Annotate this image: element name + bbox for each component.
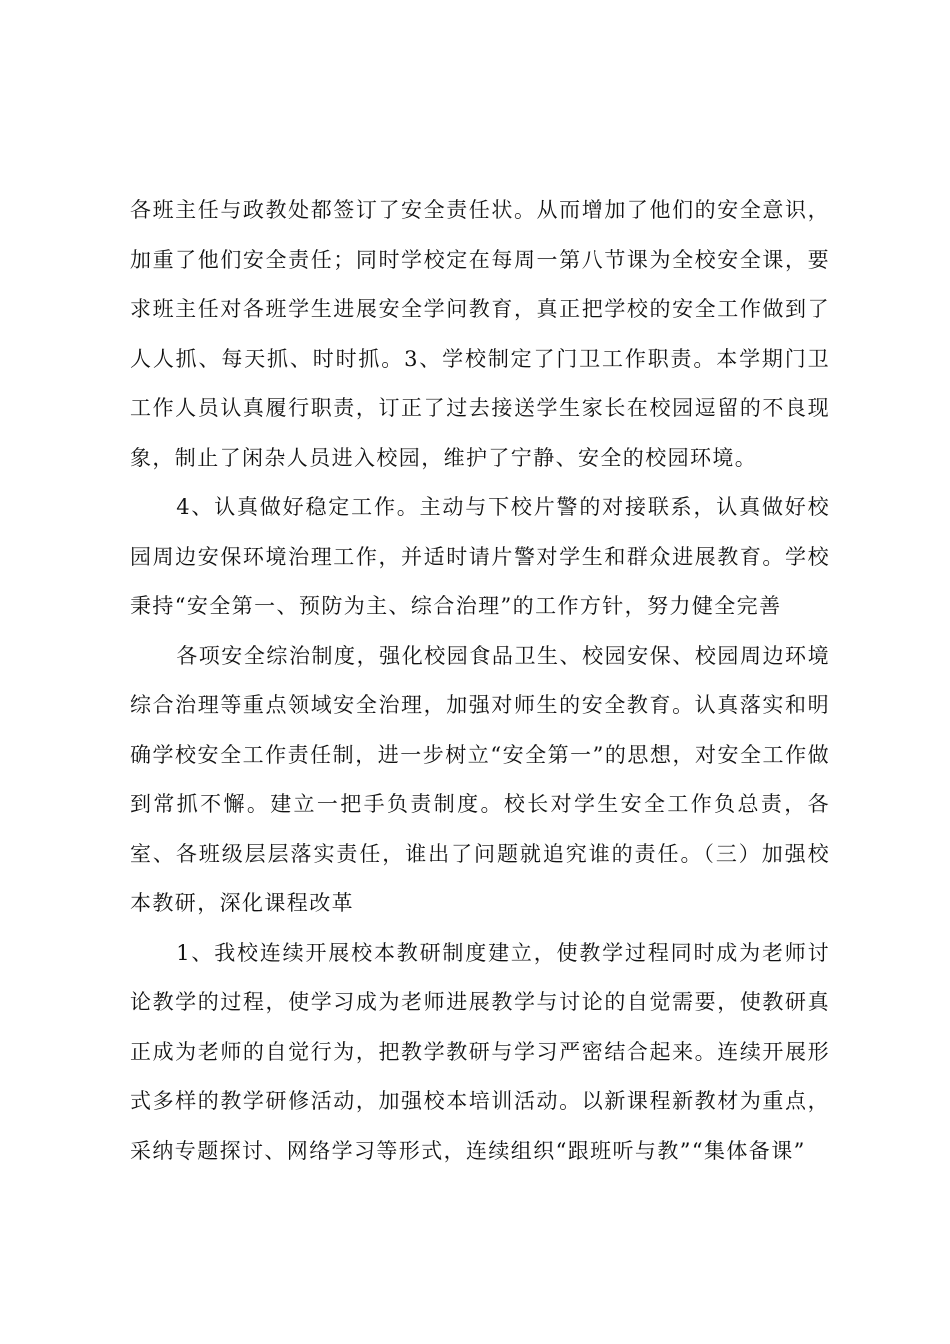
paragraph-2: 4、认真做好稳定工作。主动与下校片警的对接联系，认真做好校园周边安保环境治理工作，并适时请片警对学生和群众进展教育。学校秉持“安全第一、预防为主、综合治理”的工作方针，努力健全完善 xyxy=(130,495,830,618)
paragraph-4: 1、我校连续开展校本教研制度建立，使教学过程同时成为老师讨论教学的过程，使学习成为老师进展教学与讨论的自觉需要，使教研真正成为老师的自觉行为，把教学教研与学习严密结合起来。连续开展形式多样的教学研修活动，加强校本培训活动。以新课程新教材为重点，采纳专题探讨、网络学习等形式，连续组织“跟班听与教”“集体备课” xyxy=(130,940,830,1163)
paragraph-1: 各班主任与政教处都签订了安全责任状。从而增加了他们的安全意识，加重了他们安全责任；同时学校定在每周一第八节课为全校安全课，要求班主任对各班学生进展安全学问教育，真正把学校的安全工作做到了人人抓、每天抓、时时抓。3、学校制定了门卫工作职责。本学期门卫工作人员认真履行职责，订正了过去接送学生家长在校园逗留的不良现象，制止了闲杂人员进入校园，维护了宁静、安全的校园环境。 xyxy=(130,198,830,470)
paragraph-3: 各项安全综治制度，强化校园食品卫生、校园安保、校园周边环境综合治理等重点领域安全治理，加强对师生的安全教育。认真落实和明确学校安全工作责任制，进一步树立“安全第一”的思想，对安全工作做到常抓不懈。建立一把手负责制度。校长对学生安全工作负总责，各室、各班级层层落实责任，谁出了问题就追究谁的责任。（三）加强校本教研，深化课程改革 xyxy=(130,643,830,915)
document-body xyxy=(130,186,830,1176)
